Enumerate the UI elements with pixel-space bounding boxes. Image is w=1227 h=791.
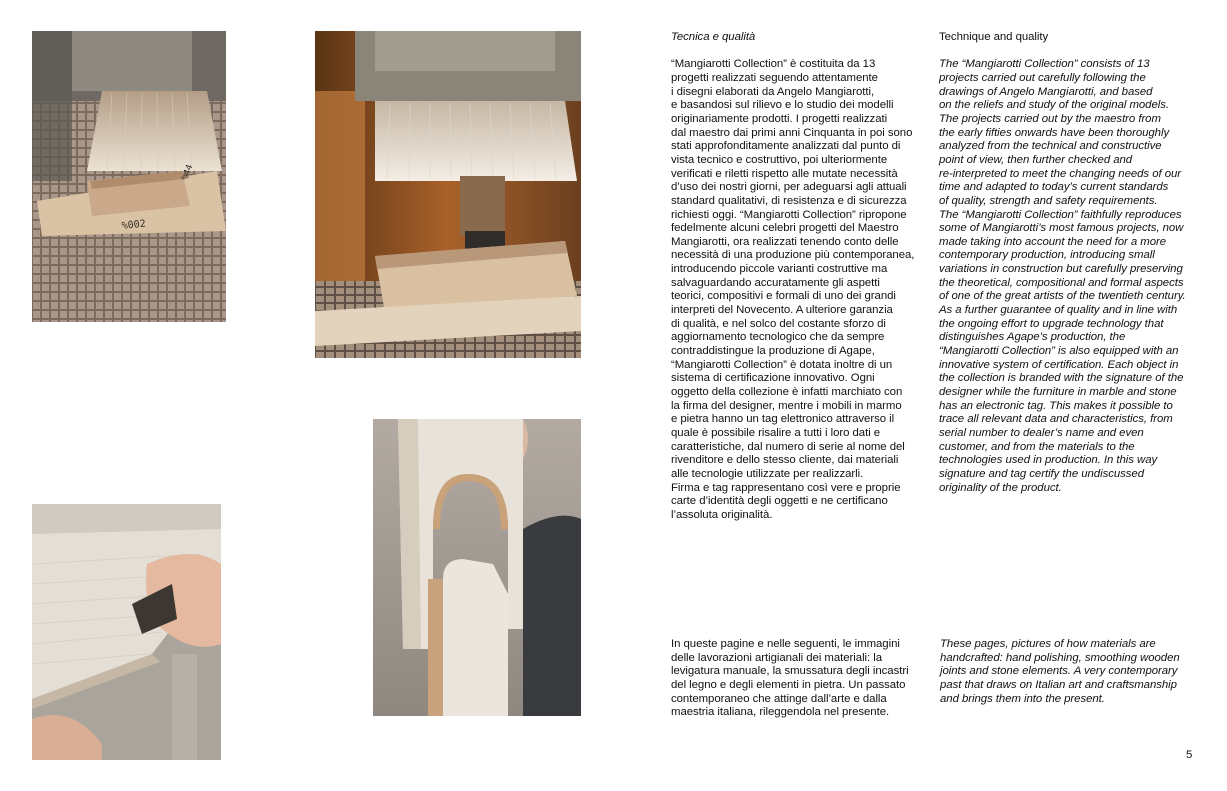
photo-cnc-brush-sanding-small [32,31,226,322]
english-body: The “Mangiarotti Collection” consists of 13 projects carried out carefully following the drawings of Angelo Mangiarotti, and based on the reliefs and study of the original models. The projects carried out by the maestro from the early fifties onwards have been thoroughly analyzed from the technical and constructive point of view, then further checked and re-interpreted to meet the changing needs of our time and adapted to today’s current standards of quality, strength and safety requirements. The “Mangiarotti Collection” faithfully reproduces some of Mangiarotti’s most famous projects, now made taking into account the need for a more contemporary production, introducing small variations in construction but carefully preserving the theoretical, compositional and formal aspects of one of the great artists of the twentieth century. As a further guarantee of quality and in line with the ongoing effort to upgrade technology that distinguishes Agape’s production, the “Mangiarotti Collection” is also equipped with an innovative system of certification. Each object in the collection is branded with the signature of the designer while the furniture in marble and stone has an electronic tag. This makes it possible to trace all relevant data and characteristics, from serial number to dealer’s name and even customer, and from the materials to the technologies used in production. In this way signature and tag certify the undiscussed originality of the product. [939,58,1186,494]
english-heading: Technique and quality [939,31,1049,43]
photo-hand-sanding [32,504,221,760]
italian-caption-text: In queste pagine e nelle seguenti, le immagini delle lavorazioni artigianali dei materiali: la levigatura manuale, la smussatura degli incastri del legno e degli elementi in pietra. Un passato contemporaneo che attinge dall’arte e dalla maestria italiana, rileggendola nel presente. [671,638,909,719]
photo-hand-sanding-image [32,504,221,760]
photo-wooden-chair-joint-image [373,419,581,716]
english-caption-text: These pages, pictures of how materials are handcrafted: hand polishing, smoothing wooden joints and stone elements. A very contemporary past that draws on Italian art and craftsmanship and brings them into the present. [940,638,1180,705]
italian-caption [671,638,933,720]
photo-cnc-router-head [315,31,581,358]
piece-mark-right-label: %44 [180,163,196,183]
photo-wooden-chair-joint [373,419,581,716]
photo-cnc-router-head-image [315,31,581,358]
english-column [939,31,1201,495]
page-number: 5 [1186,749,1193,761]
italian-heading: Tecnica e qualità [671,31,756,43]
italian-column [671,31,933,523]
italian-body: “Mangiarotti Collection” è costituita da 13 progetti realizzati seguendo attentamente i disegni elaborati da Angelo Mangiarotti, e basandosi sul rilievo e lo studio dei modelli originariamente prodotti. I progetti realizzati dal maestro dai primi anni Cinquanta in poi sono stati approfonditamente analizzati dal punto di vista tecnico e costruttivo, poi ulteriormente verificati e riletti rispetto alle mutate necessità d’uso dei nostri giorni, per adeguarsi agli attuali standard qualitativi, di resistenza e di sicurezza richiesti oggi. “Mangiarotti Collection” ripropone fedelmente alcuni celebri progetti del Maestro Mangiarotti, ora realizzati tenendo conto delle necessità di una produzione più contemporanea, introducendo piccole varianti costruttive ma salvaguardando accuratamente gli aspetti teorici, compositivi e formali di uno dei grandi interpreti del Novecento. A ulteriore garanzia di qualità, e nel solco del costante sforzo di aggiornamento tecnologico che da sempre contraddistingue la produzione di Agape, “Mangiarotti Collection” è dotata inoltre di un sistema di certificazione innovativo. Ogni oggetto della collezione è infatti marchiato con la firma del designer, mentre i mobili in marmo e pietra hanno un tag elettronico attraverso il quale è possibile risalire a tutti i loro dati e caratteristiche, dal numero di serie al nome del rivenditore e dello stesso cliente, dai materiali alle tecnologie utilizzate per realizzarli. Firma e tag rappresentano così vere e proprie carte d’identità degli oggetti e ne certificano l’assoluta originalità. [671,58,915,521]
piece-mark-left-label: %002 [121,218,147,232]
english-caption [940,638,1202,706]
photo-cnc-brush-sanding-small-image [32,31,226,322]
